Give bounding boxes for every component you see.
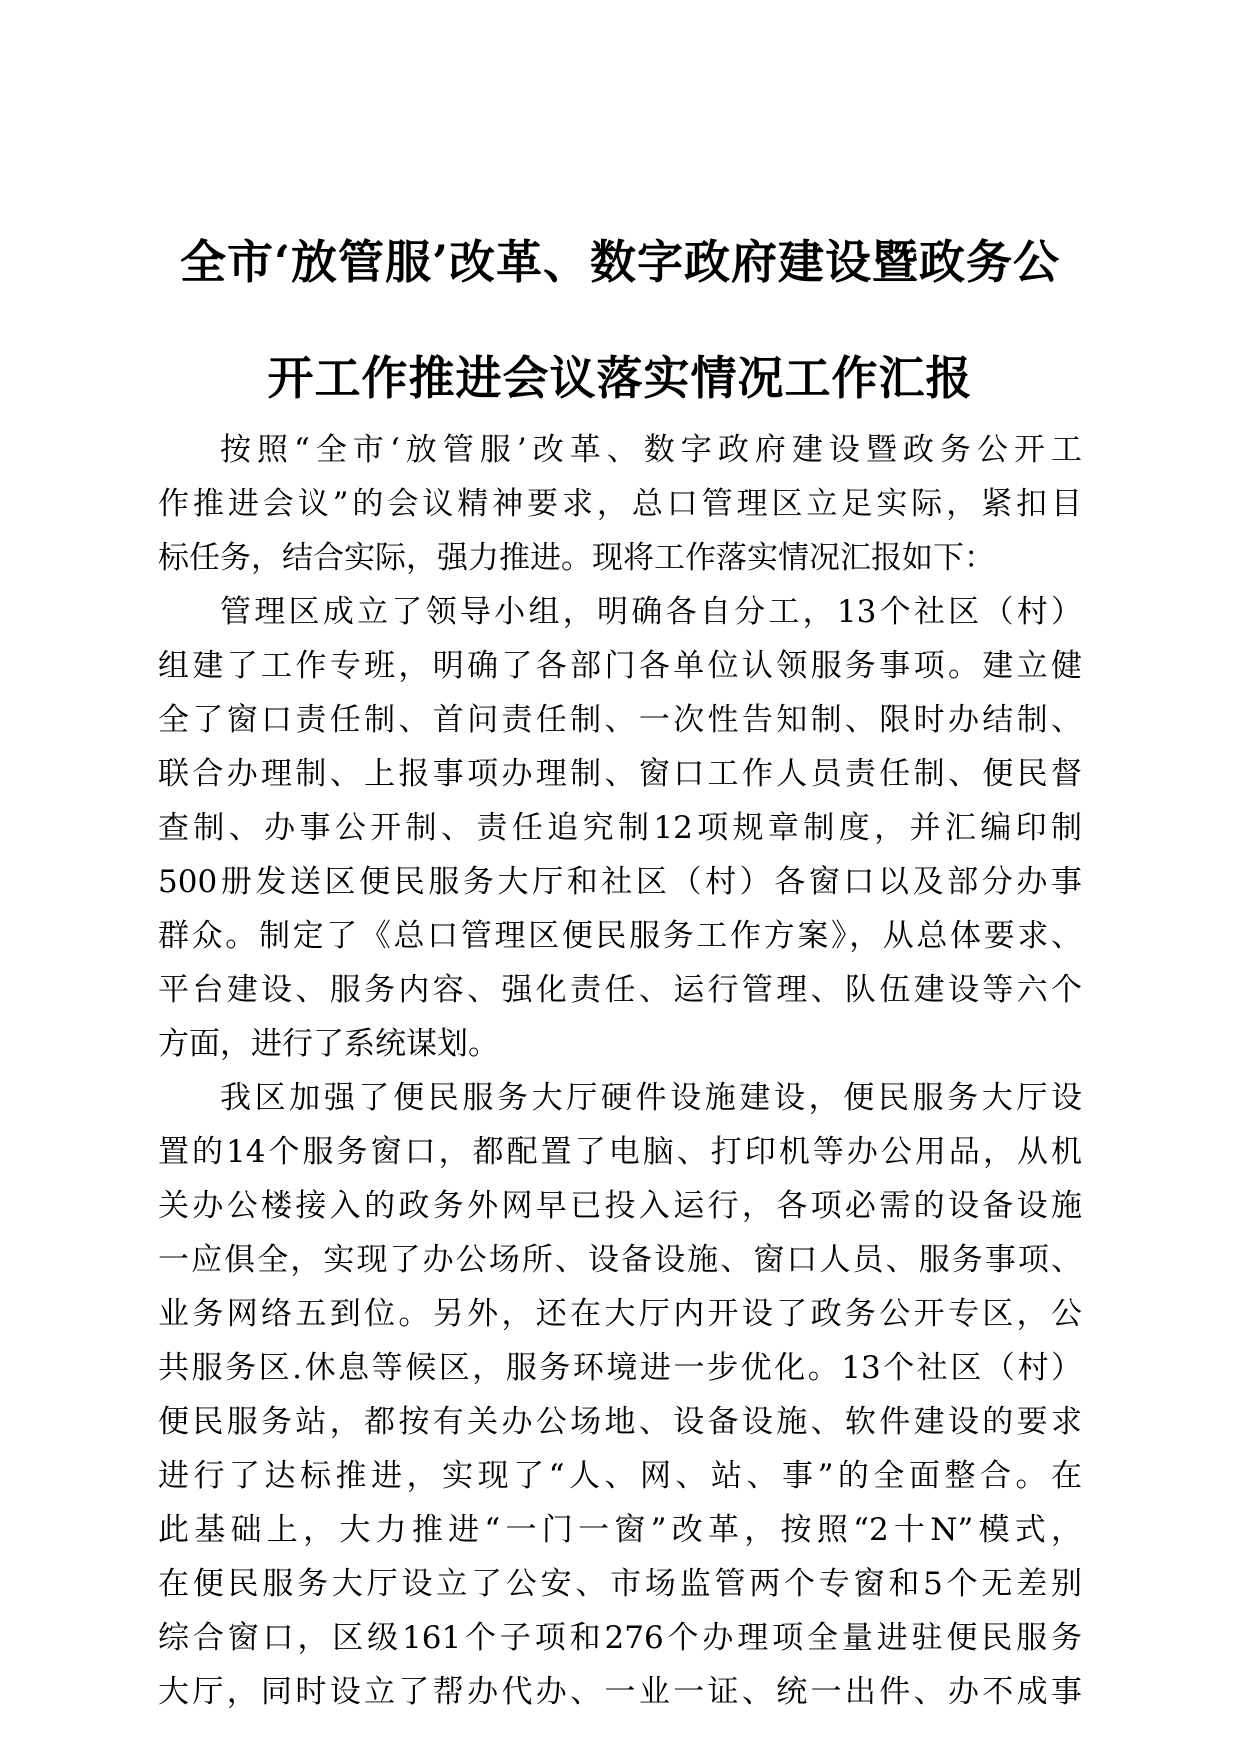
paragraph-2-line: 群众。制定了《总口管理区便民服务工作方案》，从总体要求、 xyxy=(158,918,1082,954)
paragraph-1-line: 作推进会议”的会议精神要求，总口管理区立足实际，紧扣目 xyxy=(158,486,1082,522)
paragraph-3-line: 综合窗口，区级161个子项和276个办理项全量进驻便民服务 xyxy=(158,1620,1082,1656)
paragraph-2-line: 管理区成立了领导小组，明确各自分工，13个社区（村） xyxy=(220,594,1082,630)
paragraph-2-line: 查制、办事公开制、责任追究制12项规章制度，并汇编印制 xyxy=(158,810,1082,846)
paragraph-3-line: 此基础上，大力推进“一门一窗”改革，按照“2十N”模式， xyxy=(158,1512,1082,1548)
paragraph-2-line: 500册发送区便民服务大厅和社区（村）各窗口以及部分办事 xyxy=(158,864,1082,900)
paragraph-3-line: 业务网络五到位。另外，还在大厅内开设了政务公开专区，公 xyxy=(158,1296,1082,1332)
paragraph-3-line: 关办公楼接入的政务外网早已投入运行，各项必需的设备设施 xyxy=(158,1188,1082,1224)
paragraph-2-line: 平台建设、服务内容、强化责任、运行管理、队伍建设等六个 xyxy=(158,972,1082,1008)
paragraph-2-line: 方面，进行了系统谋划。 xyxy=(158,1026,499,1062)
paragraph-2-line: 组建了工作专班，明确了各部门各单位认领服务事项。建立健 xyxy=(158,648,1082,684)
paragraph-1-line: 标任务，结合实际，强力推进。现将工作落实情况汇报如下： xyxy=(158,540,995,576)
paragraph-2-line: 联合办理制、上报事项办理制、窗口工作人员责任制、便民督 xyxy=(158,756,1082,792)
paragraph-3-line: 置的14个服务窗口，都配置了电脑、打印机等办公用品，从机 xyxy=(158,1134,1082,1170)
paragraph-3-line: 一应俱全，实现了办公场所、设备设施、窗口人员、服务事项、 xyxy=(158,1242,1082,1278)
document-title-line-1: 全市‘放管服’改革、数字政府建设暨政务公 xyxy=(179,235,1061,289)
document-title-line-2: 开工作推进会议落实情况工作汇报 xyxy=(267,351,973,405)
paragraph-3-line: 大厅，同时设立了帮办代办、一业一证、统一出件、办不成事 xyxy=(158,1674,1082,1710)
paragraph-3-line: 进行了达标推进，实现了“人、网、站、事”的全面整合。在 xyxy=(158,1458,1082,1494)
paragraph-3-line: 在便民服务大厅设立了公安、市场监管两个专窗和5个无差别 xyxy=(158,1566,1082,1602)
paragraph-2-line: 全了窗口责任制、首问责任制、一次性告知制、限时办结制、 xyxy=(158,702,1082,738)
paragraph-3-line: 便民服务站，都按有关办公场地、设备设施、软件建设的要求 xyxy=(158,1404,1082,1440)
paragraph-3-line: 共服务区.休息等候区，服务环境进一步优化。13个社区（村） xyxy=(158,1350,1082,1386)
paragraph-1-line: 按照“全市‘放管服’改革、数字政府建设暨政务公开工 xyxy=(220,432,1082,468)
paragraph-3-line: 我区加强了便民服务大厅硬件设施建设，便民服务大厅设 xyxy=(220,1080,1082,1116)
